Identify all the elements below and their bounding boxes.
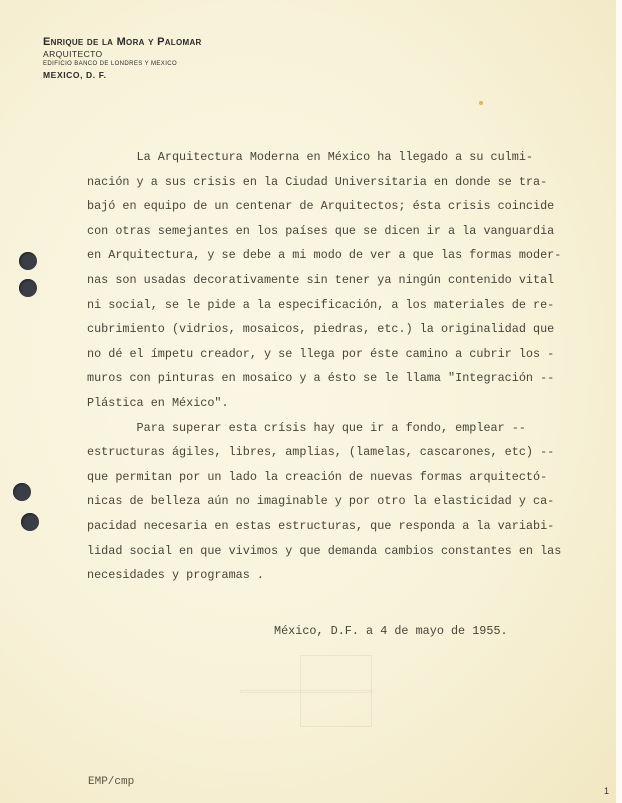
body-line: estructuras ágiles, libres, amplias, (lamelas, cascarones, etc) -- (87, 445, 555, 460)
body-line: pacidad necesaria en estas estructuras, que responda a la variabi- (87, 518, 555, 533)
punch-hole-icon (13, 483, 31, 501)
body-line: necesidades y programas . (87, 568, 264, 583)
paper-speck (479, 101, 483, 105)
body-line: La Arquitectura Moderna en México ha llegado a su culmi- (87, 150, 533, 164)
body-line: en Arquitectura, y se debe a mi modo de ver a que las formas moder- (87, 248, 562, 263)
letterhead-name: Enrique de la Mora y Palomar (43, 36, 202, 48)
letterhead-city: MEXICO, D. F. (43, 70, 107, 80)
letterhead-title: ARQUITECTO (43, 49, 103, 59)
body-line: lidad social en que vivimos y que demanda cambios constantes en las (87, 543, 562, 558)
scan-edge (616, 0, 622, 803)
page-number: 1 (604, 786, 610, 796)
body-line: ni social, se le pide a la especificación, a los materiales de re- (87, 297, 555, 312)
body-line: no dé el ímpetu creador, y se llega por éste camino a cubrir los - (87, 346, 555, 361)
letter-body (87, 145, 587, 588)
letterhead (43, 36, 202, 81)
body-line: cubrimiento (vidrios, mosaicos, piedras, etc.) la originalidad que (87, 322, 555, 337)
body-line: Plástica en México". (87, 395, 229, 410)
date-line: México, D.F. a 4 de mayo de 1955. (274, 624, 508, 638)
body-line: nas son usadas decorativamente sin tener ya ningún contenido vital (87, 272, 555, 287)
punch-hole-icon (19, 252, 37, 270)
body-line: Para superar esta crísis hay que ir a fondo, emplear -- (87, 420, 526, 435)
body-line: nicas de belleza aún no imaginable y por otro la elasticidad y ca- (87, 494, 555, 509)
letterhead-address: EDIFICIO BANCO DE LONDRES Y MEXICO (43, 61, 178, 67)
body-line: nación y a sus crisis en la Ciudad Universitaria en donde se tra- (87, 174, 548, 189)
body-line: bajó en equipo de un centenar de Arquitectos; ésta crisis coincide (87, 199, 555, 214)
body-line: con otras semejantes en los países que se dicen ir a la vanguardia (87, 223, 555, 238)
punch-hole-icon (21, 513, 39, 531)
body-line: muros con pinturas en mosaico y a ésto se le llama "Integración -- (87, 371, 555, 386)
ghost-mark (240, 690, 372, 693)
punch-hole-icon (19, 279, 37, 297)
body-line: que permitan por un lado la creación de nuevas formas arquitectó- (87, 469, 548, 484)
initials: EMP/cmp (88, 776, 135, 788)
